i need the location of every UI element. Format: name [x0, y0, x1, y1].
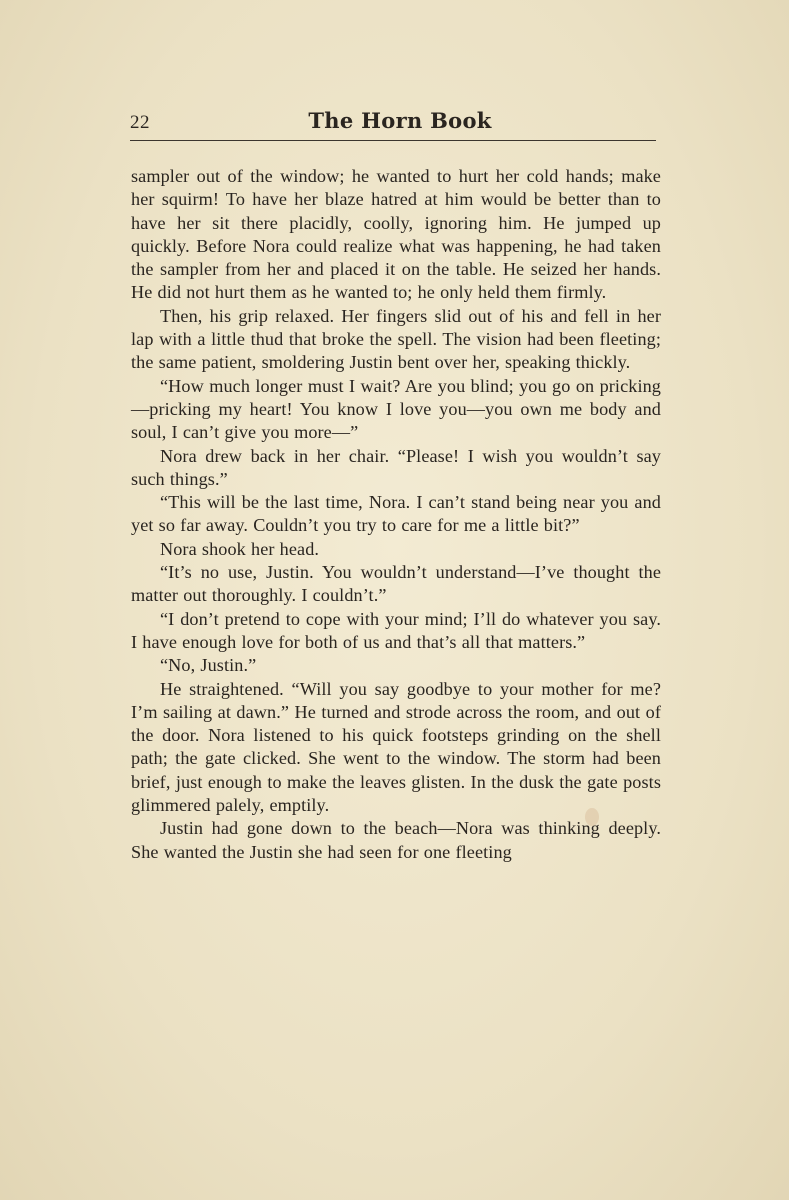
- page-header: [130, 108, 656, 141]
- running-title: The Horn Book: [308, 108, 492, 133]
- paragraph: “I don’t pretend to cope with your mind; I’ll do whatever you say. I have enough love for both of us and that’s all that matters.”: [131, 608, 661, 652]
- paragraph: Nora shook her head.: [160, 538, 320, 559]
- paragraph: Then, his grip relaxed. Her fingers slid out of his and fell in her lap with a little thud that broke the spell. The vision had been fleeting; the same patient, smoldering Justin bent over her, speaking thickly.: [131, 305, 661, 373]
- paragraph: Justin had gone down to the beach—Nora was thinking deeply. She wanted the Justin she had seen for one fleeting: [131, 818, 661, 862]
- paper-stain: [585, 808, 599, 826]
- paragraph: “This will be the last time, Nora. I can’t stand being near you and yet so far away. Couldn’t you try to care for me a little bit?”: [131, 492, 661, 536]
- paragraph: “No, Justin.”: [160, 655, 257, 676]
- paragraph: Nora drew back in her chair. “Please! I wish you wouldn’t say such things.”: [131, 445, 661, 489]
- page-number: 22: [130, 112, 150, 133]
- paragraph: “It’s no use, Justin. You wouldn’t understand—I’ve thought the matter out thoroughly. I couldn’t.”: [131, 562, 661, 606]
- paragraph: He straightened. “Will you say goodbye to your mother for me? I’m sailing at dawn.” He turned and strode across the room, and out of the door. Nora listened to his quick footsteps grinding on the shell path; the gate clicked. She went to the window. The storm had been brief, just enough to make the leaves glisten. In the dusk the gate posts glimmered palely, emptily.: [131, 678, 661, 816]
- body-text: [131, 165, 661, 864]
- paragraph: “How much longer must I wait? Are you blind; you go on pricking—pricking my heart! You know I love you—you own me body and soul, I can’t give you more—”: [131, 375, 661, 443]
- paragraph: sampler out of the window; he wanted to hurt her cold hands; make her squirm! To have her blaze hatred at him would be better than to have her sit there placidly, coolly, ignoring him. He jumped up quickly. Before Nora could realize what was happening, he had taken the sampler from her and placed it on the table. He seized her hands. He did not hurt them as he wanted to; he only held them firmly.: [131, 166, 661, 303]
